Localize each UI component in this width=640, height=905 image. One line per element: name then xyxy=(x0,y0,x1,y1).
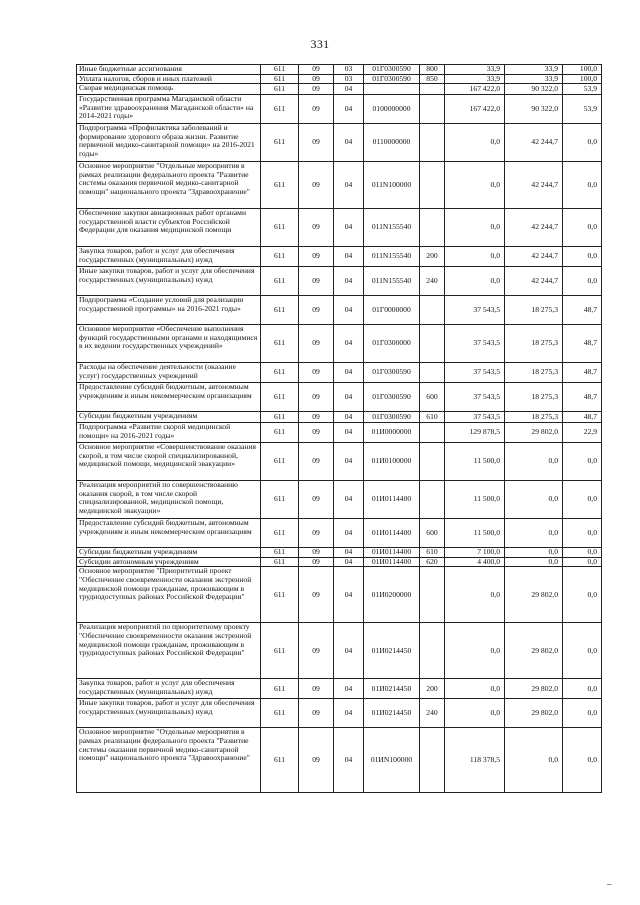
cell-approved: 4 400,0 xyxy=(445,557,505,567)
page-number: 331 xyxy=(310,37,330,51)
cell-expense-type xyxy=(420,728,445,793)
cell-executed: 0,0 xyxy=(505,519,563,548)
cell-approved: 0,0 xyxy=(445,699,505,728)
cell-expense-type: 240 xyxy=(420,267,445,296)
cell-executed: 90 322,0 xyxy=(505,84,563,95)
cell-grbs: 611 xyxy=(261,296,299,325)
cell-approved: 11 500,0 xyxy=(445,519,505,548)
cell-name: Предоставление субсидий бюджетным, автономным учреждениям и иным некоммерческим организациям xyxy=(77,383,261,412)
cell-approved: 0,0 xyxy=(445,567,505,623)
cell-target-code: 01И0214450 xyxy=(364,623,420,679)
cell-percent: 22,9 xyxy=(563,423,602,443)
cell-target-code: 01Г0300590 xyxy=(364,383,420,412)
cell-section: 09 xyxy=(299,548,334,558)
table-row xyxy=(77,325,602,363)
cell-executed: 0,0 xyxy=(505,728,563,793)
cell-expense-type: 200 xyxy=(420,679,445,699)
table-row xyxy=(77,209,602,247)
budget-table xyxy=(76,64,602,793)
cell-grbs: 611 xyxy=(261,728,299,793)
table-row xyxy=(77,74,602,84)
cell-executed: 33,9 xyxy=(505,65,563,75)
cell-target-code: 01Г0300590 xyxy=(364,412,420,423)
cell-grbs: 611 xyxy=(261,124,299,162)
cell-name: Предоставление субсидий бюджетным, автономным учреждениям и иным некоммерческим организациям xyxy=(77,519,261,548)
cell-name: Основное мероприятие «Совершенствование оказания скорой, в том числе скорой специализированной, медицинской помощи, медицинской эвакуации» xyxy=(77,443,261,481)
cell-name: Подпрограмма «Профилактика заболеваний и формирование здорового образа жизни. Развитие первичной медико-санитарной помощи» на 2016-2021 годы» xyxy=(77,124,261,162)
cell-subsection: 04 xyxy=(334,481,364,519)
cell-subsection: 04 xyxy=(334,95,364,124)
cell-section: 09 xyxy=(299,567,334,623)
cell-percent: 0,0 xyxy=(563,267,602,296)
cell-executed: 18 275,3 xyxy=(505,412,563,423)
cell-name: Реализация мероприятий по приоритетному проекту "Обеспечение своевременности оказания экстренной медицинской помощи гражданам, проживающим в труднодоступных районах Российской Федерации" xyxy=(77,623,261,679)
cell-name: Иные бюджетные ассигнования xyxy=(77,65,261,75)
cell-approved: 0,0 xyxy=(445,209,505,247)
cell-approved: 7 100,0 xyxy=(445,548,505,558)
cell-target-code: 011N100000 xyxy=(364,162,420,209)
cell-approved: 37 543,5 xyxy=(445,296,505,325)
cell-executed: 18 275,3 xyxy=(505,383,563,412)
cell-grbs: 611 xyxy=(261,519,299,548)
cell-approved: 11 500,0 xyxy=(445,443,505,481)
cell-section: 09 xyxy=(299,423,334,443)
cell-name: Закупка товаров, работ и услуг для обеспечения государственных (муниципальных) нужд xyxy=(77,247,261,267)
cell-executed: 0,0 xyxy=(505,443,563,481)
cell-grbs: 611 xyxy=(261,679,299,699)
cell-percent: 0,0 xyxy=(563,162,602,209)
table-row xyxy=(77,267,602,296)
cell-grbs: 611 xyxy=(261,557,299,567)
cell-percent: 48,7 xyxy=(563,296,602,325)
table-row xyxy=(77,699,602,728)
cell-executed: 29 802,0 xyxy=(505,623,563,679)
cell-section: 09 xyxy=(299,74,334,84)
cell-section: 09 xyxy=(299,363,334,383)
table-row xyxy=(77,443,602,481)
cell-target-code: 01И0114400 xyxy=(364,557,420,567)
cell-expense-type: 850 xyxy=(420,74,445,84)
cell-target-code: 011N155540 xyxy=(364,267,420,296)
cell-target-code: 0100000000 xyxy=(364,95,420,124)
cell-expense-type xyxy=(420,162,445,209)
cell-target-code: 01И0200000 xyxy=(364,567,420,623)
cell-percent: 48,7 xyxy=(563,325,602,363)
cell-grbs: 611 xyxy=(261,481,299,519)
cell-expense-type xyxy=(420,124,445,162)
cell-approved: 37 543,5 xyxy=(445,325,505,363)
cell-expense-type: 200 xyxy=(420,247,445,267)
cell-name: Обеспечение закупки авиационных работ органами государственной власти субъектов Российской Федерации для оказания медицинской помощи xyxy=(77,209,261,247)
cell-name: Основное мероприятие "Отдельные мероприятия в рамках реализации федерального проекта "Развитие системы оказания первичной медико-санитарной помощи" национального проекта "Здравоохранение" xyxy=(77,728,261,793)
cell-section: 09 xyxy=(299,267,334,296)
cell-grbs: 611 xyxy=(261,423,299,443)
cell-subsection: 04 xyxy=(334,383,364,412)
cell-expense-type: 800 xyxy=(420,65,445,75)
cell-section: 09 xyxy=(299,519,334,548)
table-row xyxy=(77,623,602,679)
cell-section: 09 xyxy=(299,623,334,679)
cell-name: Подпрограмма «Развитие скорой медицинской помощи» на 2016-2021 годы» xyxy=(77,423,261,443)
cell-name: Реализация мероприятий по совершенствованию оказания скорой, в том числе скорой специализированной, медицинской помощи, медицинской эвакуации» xyxy=(77,481,261,519)
cell-target-code: 01Г0300590 xyxy=(364,363,420,383)
cell-grbs: 611 xyxy=(261,567,299,623)
table-row xyxy=(77,95,602,124)
cell-subsection: 04 xyxy=(334,84,364,95)
table-row xyxy=(77,567,602,623)
cell-target-code: 011N155540 xyxy=(364,209,420,247)
cell-percent: 0,0 xyxy=(563,519,602,548)
cell-expense-type xyxy=(420,325,445,363)
cell-percent: 48,7 xyxy=(563,383,602,412)
cell-percent: 0,0 xyxy=(563,728,602,793)
cell-expense-type xyxy=(420,95,445,124)
cell-subsection: 04 xyxy=(334,443,364,481)
cell-section: 09 xyxy=(299,296,334,325)
cell-subsection: 04 xyxy=(334,548,364,558)
cell-grbs: 611 xyxy=(261,247,299,267)
table-row xyxy=(77,363,602,383)
cell-executed: 18 275,3 xyxy=(505,363,563,383)
cell-name: Основное мероприятие "Приоритетный проект "Обеспечение своевременности оказания экстренной медицинской помощи гражданам, проживающим в труднодоступных районах Российской Федерации" xyxy=(77,567,261,623)
cell-target-code: 01И0214450 xyxy=(364,679,420,699)
cell-target-code: 01И0114400 xyxy=(364,481,420,519)
cell-executed: 42 244,7 xyxy=(505,162,563,209)
cell-target-code: 01И0114400 xyxy=(364,519,420,548)
cell-executed: 0,0 xyxy=(505,548,563,558)
cell-executed: 42 244,7 xyxy=(505,267,563,296)
corner-mark: – xyxy=(607,879,612,889)
cell-target-code: 01И0214450 xyxy=(364,699,420,728)
cell-percent: 0,0 xyxy=(563,623,602,679)
cell-target-code: 01И0000000 xyxy=(364,423,420,443)
cell-name: Государственная программа Магаданской области «Развитие здравоохранения Магаданской области» на 2014-2021 годы» xyxy=(77,95,261,124)
cell-target-code: 011N155540 xyxy=(364,247,420,267)
cell-executed: 18 275,3 xyxy=(505,325,563,363)
cell-percent: 0,0 xyxy=(563,247,602,267)
cell-subsection: 04 xyxy=(334,124,364,162)
cell-percent: 0,0 xyxy=(563,567,602,623)
cell-section: 09 xyxy=(299,481,334,519)
cell-executed: 29 802,0 xyxy=(505,699,563,728)
cell-approved: 37 543,5 xyxy=(445,363,505,383)
table-row xyxy=(77,412,602,423)
cell-target-code: 01Г0300590 xyxy=(364,74,420,84)
cell-target-code: 01И0114400 xyxy=(364,548,420,558)
cell-executed: 29 802,0 xyxy=(505,423,563,443)
cell-subsection: 04 xyxy=(334,679,364,699)
cell-subsection: 04 xyxy=(334,162,364,209)
cell-section: 09 xyxy=(299,383,334,412)
cell-subsection: 04 xyxy=(334,423,364,443)
cell-subsection: 04 xyxy=(334,267,364,296)
table-row xyxy=(77,162,602,209)
cell-grbs: 611 xyxy=(261,209,299,247)
cell-subsection: 03 xyxy=(334,65,364,75)
cell-grbs: 611 xyxy=(261,363,299,383)
cell-section: 09 xyxy=(299,728,334,793)
cell-approved: 167 422,0 xyxy=(445,84,505,95)
cell-subsection: 04 xyxy=(334,209,364,247)
cell-grbs: 611 xyxy=(261,74,299,84)
cell-grbs: 611 xyxy=(261,699,299,728)
cell-section: 09 xyxy=(299,679,334,699)
cell-target-code xyxy=(364,84,420,95)
cell-expense-type xyxy=(420,363,445,383)
cell-approved: 0,0 xyxy=(445,623,505,679)
cell-subsection: 04 xyxy=(334,623,364,679)
table-row xyxy=(77,519,602,548)
cell-executed: 33,9 xyxy=(505,74,563,84)
cell-grbs: 611 xyxy=(261,443,299,481)
cell-name: Расходы на обеспечение деятельности (оказание услуг) государственных учреждений xyxy=(77,363,261,383)
cell-expense-type xyxy=(420,423,445,443)
table-row xyxy=(77,557,602,567)
cell-subsection: 04 xyxy=(334,557,364,567)
cell-expense-type xyxy=(420,84,445,95)
cell-name: Иные закупки товаров, работ и услуг для обеспечения государственных (муниципальных) нужд xyxy=(77,699,261,728)
cell-section: 09 xyxy=(299,124,334,162)
cell-approved: 0,0 xyxy=(445,267,505,296)
cell-subsection: 04 xyxy=(334,567,364,623)
cell-grbs: 611 xyxy=(261,412,299,423)
cell-section: 09 xyxy=(299,557,334,567)
cell-grbs: 611 xyxy=(261,623,299,679)
cell-percent: 48,7 xyxy=(563,363,602,383)
cell-expense-type: 600 xyxy=(420,383,445,412)
cell-name: Закупка товаров, работ и услуг для обеспечения государственных (муниципальных) нужд xyxy=(77,679,261,699)
cell-target-code: 01Г0000000 xyxy=(364,296,420,325)
cell-subsection: 04 xyxy=(334,363,364,383)
cell-executed: 29 802,0 xyxy=(505,679,563,699)
table-row xyxy=(77,679,602,699)
cell-target-code: 01ИN100000 xyxy=(364,728,420,793)
cell-subsection: 04 xyxy=(334,519,364,548)
cell-approved: 0,0 xyxy=(445,679,505,699)
cell-grbs: 611 xyxy=(261,84,299,95)
cell-percent: 100,0 xyxy=(563,65,602,75)
cell-expense-type: 610 xyxy=(420,412,445,423)
cell-percent: 0,0 xyxy=(563,124,602,162)
cell-section: 09 xyxy=(299,95,334,124)
cell-grbs: 611 xyxy=(261,95,299,124)
cell-grbs: 611 xyxy=(261,267,299,296)
cell-name: Основное мероприятие «Обеспечение выполнения функций государственными органами и находящимися в их ведении государственных учреждений» xyxy=(77,325,261,363)
cell-section: 09 xyxy=(299,162,334,209)
cell-grbs: 611 xyxy=(261,548,299,558)
cell-section: 09 xyxy=(299,209,334,247)
cell-target-code: 0110000000 xyxy=(364,124,420,162)
cell-grbs: 611 xyxy=(261,65,299,75)
cell-expense-type xyxy=(420,567,445,623)
cell-executed: 0,0 xyxy=(505,557,563,567)
cell-name: Субсидии бюджетным учреждениям xyxy=(77,412,261,423)
cell-percent: 48,7 xyxy=(563,412,602,423)
cell-subsection: 04 xyxy=(334,412,364,423)
cell-expense-type: 600 xyxy=(420,519,445,548)
table-row xyxy=(77,728,602,793)
cell-expense-type: 610 xyxy=(420,548,445,558)
cell-percent: 53,9 xyxy=(563,95,602,124)
cell-name: Основное мероприятие "Отдельные мероприятия в рамках реализации федерального проекта "Развитие системы оказания первичной медико-санитарной помощи" национального проекта "Здравоохранение" xyxy=(77,162,261,209)
cell-approved: 11 500,0 xyxy=(445,481,505,519)
cell-executed: 42 244,7 xyxy=(505,209,563,247)
cell-approved: 0,0 xyxy=(445,247,505,267)
cell-name: Субсидии бюджетным учреждениям xyxy=(77,548,261,558)
cell-section: 09 xyxy=(299,247,334,267)
table-row xyxy=(77,296,602,325)
cell-approved: 118 378,5 xyxy=(445,728,505,793)
cell-name: Скорая медицинская помощь xyxy=(77,84,261,95)
cell-name: Субсидии автономным учреждениям xyxy=(77,557,261,567)
cell-executed: 18 275,3 xyxy=(505,296,563,325)
cell-name: Подпрограмма «Создание условий для реализации государственной программы» на 2016-2021 годы» xyxy=(77,296,261,325)
cell-executed: 0,0 xyxy=(505,481,563,519)
table-row xyxy=(77,423,602,443)
cell-section: 09 xyxy=(299,84,334,95)
cell-section: 09 xyxy=(299,412,334,423)
cell-subsection: 04 xyxy=(334,325,364,363)
cell-section: 09 xyxy=(299,443,334,481)
cell-percent: 0,0 xyxy=(563,557,602,567)
cell-subsection: 04 xyxy=(334,699,364,728)
cell-percent: 0,0 xyxy=(563,481,602,519)
cell-executed: 90 322,0 xyxy=(505,95,563,124)
cell-approved: 129 878,5 xyxy=(445,423,505,443)
cell-percent: 100,0 xyxy=(563,74,602,84)
cell-approved: 0,0 xyxy=(445,124,505,162)
cell-subsection: 03 xyxy=(334,74,364,84)
table-row xyxy=(77,84,602,95)
cell-subsection: 04 xyxy=(334,247,364,267)
cell-name: Иные закупки товаров, работ и услуг для обеспечения государственных (муниципальных) нужд xyxy=(77,267,261,296)
cell-expense-type xyxy=(420,209,445,247)
cell-executed: 42 244,7 xyxy=(505,124,563,162)
cell-target-code: 01И0100000 xyxy=(364,443,420,481)
table-row xyxy=(77,383,602,412)
cell-expense-type xyxy=(420,296,445,325)
table-row xyxy=(77,124,602,162)
cell-name: Уплата налогов, сборов и иных платежей xyxy=(77,74,261,84)
cell-target-code: 01Г0300590 xyxy=(364,65,420,75)
cell-expense-type: 620 xyxy=(420,557,445,567)
cell-section: 09 xyxy=(299,65,334,75)
cell-section: 09 xyxy=(299,699,334,728)
cell-section: 09 xyxy=(299,325,334,363)
cell-approved: 33,9 xyxy=(445,74,505,84)
cell-percent: 53,9 xyxy=(563,84,602,95)
cell-target-code: 01Г0300000 xyxy=(364,325,420,363)
table-row xyxy=(77,247,602,267)
cell-grbs: 611 xyxy=(261,383,299,412)
cell-executed: 42 244,7 xyxy=(505,247,563,267)
cell-expense-type xyxy=(420,623,445,679)
table-row xyxy=(77,65,602,75)
table-row xyxy=(77,548,602,558)
cell-approved: 37 543,5 xyxy=(445,412,505,423)
cell-approved: 167 422,0 xyxy=(445,95,505,124)
cell-subsection: 04 xyxy=(334,296,364,325)
cell-expense-type xyxy=(420,443,445,481)
cell-grbs: 611 xyxy=(261,162,299,209)
cell-grbs: 611 xyxy=(261,325,299,363)
cell-percent: 0,0 xyxy=(563,209,602,247)
cell-approved: 33,9 xyxy=(445,65,505,75)
cell-expense-type: 240 xyxy=(420,699,445,728)
table-row xyxy=(77,481,602,519)
cell-percent: 0,0 xyxy=(563,443,602,481)
cell-subsection: 04 xyxy=(334,728,364,793)
cell-percent: 0,0 xyxy=(563,548,602,558)
table-body xyxy=(77,65,602,793)
cell-executed: 29 802,0 xyxy=(505,567,563,623)
cell-approved: 37 543,5 xyxy=(445,383,505,412)
cell-expense-type xyxy=(420,481,445,519)
cell-percent: 0,0 xyxy=(563,699,602,728)
cell-approved: 0,0 xyxy=(445,162,505,209)
cell-percent: 0,0 xyxy=(563,679,602,699)
